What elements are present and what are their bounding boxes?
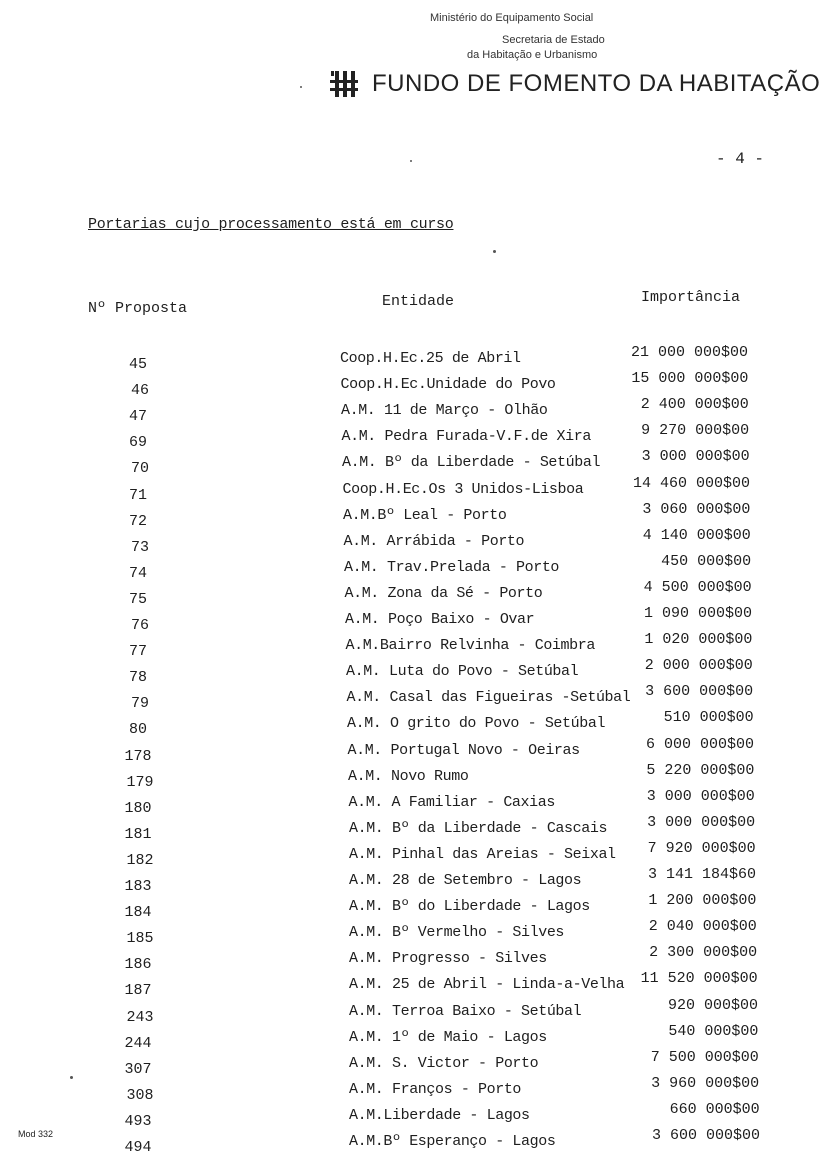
scan-speck (493, 250, 496, 253)
column-header-proposta: Nº Proposta (88, 300, 188, 317)
column-header-importancia: Importância (641, 289, 741, 306)
column-header-entidade: Entidade (382, 293, 455, 310)
proposta-number: 75 (128, 590, 147, 608)
proposta-number: 185 (126, 930, 154, 948)
amount: 1 090 000$00 (643, 605, 752, 622)
proposta-number: 493 (124, 1112, 152, 1130)
scan-speck (300, 86, 302, 88)
table-row (0, 422, 827, 452)
amount: 3 000 000$00 (647, 813, 756, 831)
entity-name: A.M. S. Victor - Porto (349, 1054, 539, 1072)
amount: 7 500 000$00 (650, 1048, 759, 1066)
amount: 14 460 000$00 (632, 474, 750, 492)
amount: 7 920 000$00 (647, 839, 756, 857)
amount: 11 520 000$00 (640, 970, 758, 988)
amount: 3 000 000$00 (641, 448, 750, 466)
entity-name: A.M. 25 de Abril - Linda-a-Velha (349, 976, 625, 994)
entity-name: Coop.H.Ec.Unidade do Povo (340, 376, 556, 394)
table-row (0, 1074, 827, 1104)
proposta-number: 78 (128, 669, 147, 687)
table-row (0, 996, 827, 1026)
amount: 3 960 000$00 (651, 1074, 760, 1092)
entity-name: A.M. Pedra Furada-V.F.de Xira (341, 428, 591, 446)
table-row (0, 918, 827, 948)
proposta-number: 307 (124, 1060, 152, 1078)
table-row (0, 813, 827, 843)
entity-name: A.M. Franços - Porto (349, 1080, 522, 1098)
proposta-number: 72 (128, 512, 147, 530)
form-code: Mod 332 (18, 1129, 54, 1139)
amount: 5 220 000$00 (646, 761, 755, 779)
proposta-number: 184 (124, 904, 152, 922)
amount: 2 400 000$00 (640, 396, 749, 414)
proposta-number: 178 (124, 747, 152, 765)
proposta-number: 77 (128, 643, 147, 661)
proposta-number: 494 (124, 1139, 152, 1156)
amount: 3 000 000$00 (646, 787, 755, 805)
proposta-number: 183 (124, 878, 152, 895)
amount: 4 140 000$00 (642, 526, 751, 544)
entity-name: A.M. Bº Vermelho - Silves (349, 924, 565, 942)
section-title: Portarias cujo processamento está em curso (88, 216, 454, 233)
table-row (0, 526, 827, 556)
table-row (0, 787, 827, 817)
entity-name: A.M. Trav.Prelada - Porto (344, 558, 560, 576)
proposta-number: 180 (124, 799, 152, 817)
table-row (0, 709, 827, 739)
entity-name: A.M. 28 de Setembro - Lagos (349, 872, 582, 889)
table-row (0, 866, 827, 895)
proposta-number: 80 (128, 721, 147, 739)
proposta-number: 69 (128, 434, 147, 452)
table-row (0, 370, 827, 400)
table-row (0, 1022, 827, 1052)
proposta-number: 74 (128, 564, 147, 582)
amount: 660 000$00 (669, 1100, 760, 1118)
amount: 1 020 000$00 (644, 631, 753, 649)
entity-name: A.M. A Familiar - Caxias (348, 793, 555, 811)
table-row (0, 970, 827, 1000)
table-row (0, 839, 827, 869)
amount: 3 600 000$00 (645, 683, 754, 701)
proposta-number: 76 (130, 617, 149, 634)
amount: 6 000 000$00 (645, 735, 754, 753)
entity-name: A.M.Bairro Relvinha - Coimbra (345, 637, 595, 655)
proposta-number: 179 (126, 773, 154, 791)
proposta-number: 243 (126, 1008, 154, 1026)
entity-name: Coop.H.Ec.Os 3 Unidos-Lisboa (342, 480, 584, 498)
habitacao-name: da Habitação e Urbanismo (467, 49, 598, 61)
table-row (0, 1100, 827, 1130)
table-row (0, 631, 827, 661)
amount: 15 000 000$00 (631, 370, 749, 388)
table-row (0, 552, 827, 582)
proposta-number: 45 (128, 356, 147, 373)
table-row (0, 448, 827, 478)
table-row (0, 344, 827, 373)
entity-name: A.M. Novo Rumo (348, 767, 469, 785)
entity-name: A.M. Bº da Liberdade - Cascais (349, 819, 608, 837)
table-row (0, 657, 827, 687)
entity-name: A.M. O grito do Povo - Setúbal (347, 715, 606, 733)
proposta-number: 182 (126, 851, 154, 869)
table-row (0, 578, 827, 608)
proposta-number: 47 (128, 408, 147, 426)
table-row (0, 396, 827, 426)
page-number: - 4 - (716, 150, 765, 168)
table-row (0, 761, 827, 791)
amount: 920 000$00 (667, 996, 758, 1014)
amount: 3 600 000$00 (651, 1127, 760, 1144)
amount: 1 200 000$00 (648, 892, 757, 910)
amount: 3 141 184$60 (647, 866, 756, 883)
table-row (0, 474, 827, 504)
entity-name: A.M. Arrábida - Porto (343, 532, 525, 550)
entity-name: A.M. Bº da Liberdade - Setúbal (342, 454, 601, 472)
amount: 450 000$00 (661, 552, 752, 570)
amount: 9 270 000$00 (641, 422, 750, 440)
entity-name: A.M. Casal das Figueiras -Setúbal (346, 689, 631, 707)
amount: 2 300 000$00 (649, 944, 758, 962)
proposta-number: 181 (124, 825, 152, 843)
entity-name: Coop.H.Ec.25 de Abril (340, 350, 521, 367)
amount: 540 000$00 (668, 1022, 759, 1040)
entity-name: A.M. Terroa Baixo - Setúbal (349, 1002, 582, 1020)
table-row (0, 1048, 827, 1078)
amount: 2 000 000$00 (644, 657, 753, 675)
table-row (0, 683, 827, 713)
entity-name: A.M.Liberdade - Lagos (349, 1106, 530, 1124)
entity-name: A.M.Bº Esperanço - Lagos (349, 1133, 556, 1150)
entity-name: A.M.Bº Leal - Porto (343, 506, 507, 524)
table-row (0, 500, 827, 530)
amount: 3 060 000$00 (642, 500, 751, 518)
entity-name: A.M. Pinhal das Areias - Seixal (349, 845, 616, 863)
scan-speck (70, 1076, 73, 1079)
entity-name: A.M. 11 de Março - Olhão (341, 402, 548, 420)
table-row (0, 1127, 827, 1156)
proposta-number: 73 (130, 538, 149, 556)
proposta-number: 79 (130, 695, 149, 713)
entity-name: A.M. Bº do Liberdade - Lagos (349, 898, 590, 916)
proposta-number: 187 (124, 982, 152, 1000)
proposta-number: 186 (124, 956, 152, 974)
proposta-number: 46 (130, 382, 149, 400)
entity-name: A.M. 1º de Maio - Lagos (349, 1028, 547, 1046)
entity-name: A.M. Zona da Sé - Porto (344, 584, 543, 602)
amount: 4 500 000$00 (643, 578, 752, 596)
proposta-number: 70 (130, 460, 149, 478)
entity-name: A.M. Luta do Povo - Setúbal (346, 663, 579, 681)
fund-name: FUNDO DE FOMENTO DA HABITAÇÃO (372, 70, 821, 97)
table-row (0, 944, 827, 974)
table-row (0, 892, 827, 922)
amount: 21 000 000$00 (630, 344, 748, 361)
table-row (0, 605, 827, 634)
proposta-number: 308 (126, 1086, 154, 1104)
ministry-name: Ministério do Equipamento Social (430, 12, 594, 24)
proposta-number: 71 (128, 486, 147, 504)
entity-name: A.M. Progresso - Silves (349, 950, 547, 968)
table-row (0, 735, 827, 765)
scan-speck (410, 160, 412, 162)
secretaria-name: Secretaria de Estado (502, 34, 605, 46)
entity-name: A.M. Portugal Novo - Oeiras (347, 741, 580, 759)
proposta-number: 244 (124, 1034, 152, 1052)
amount: 2 040 000$00 (648, 918, 757, 936)
amount: 510 000$00 (663, 709, 754, 727)
entity-name: A.M. Poço Baixo - Ovar (345, 611, 535, 628)
